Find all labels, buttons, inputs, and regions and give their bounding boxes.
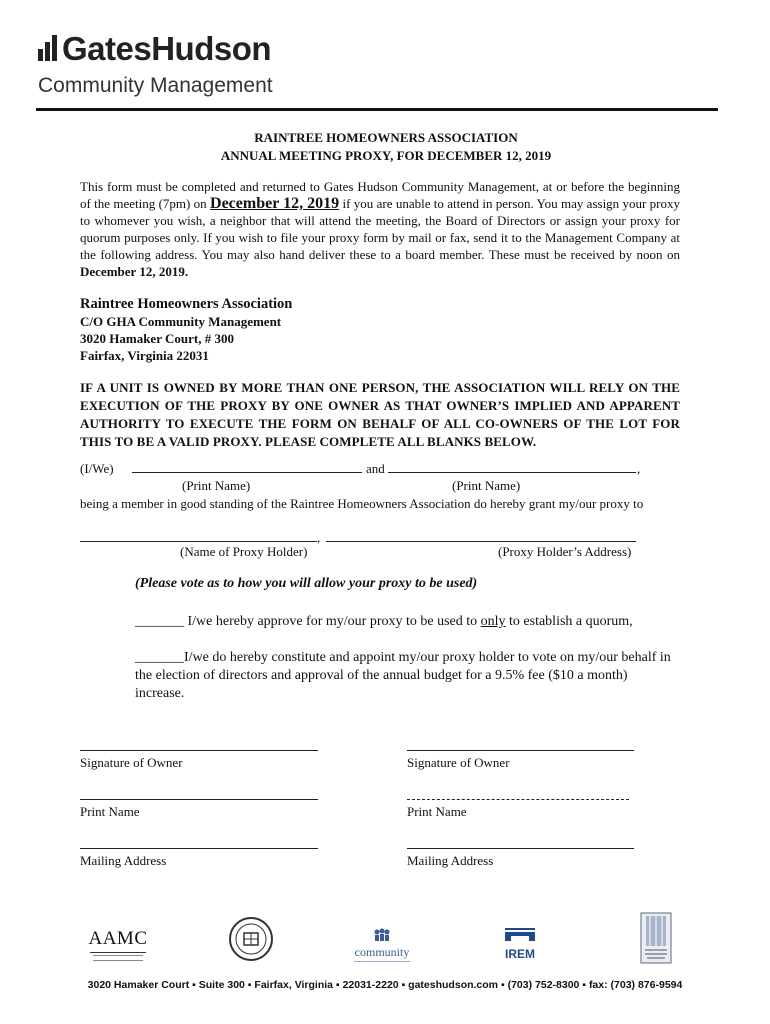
- meeting-date: December 12, 2019: [210, 195, 340, 212]
- accredited-management-organization-icon: [640, 912, 672, 969]
- print-name-label-right: Print Name: [407, 804, 467, 819]
- brand-name: GatesHudson: [62, 30, 272, 67]
- address-line-3: Fairfax, Virginia 22031: [80, 348, 209, 363]
- proxy-holder-name-label: (Name of Proxy Holder): [180, 544, 308, 559]
- community-figures-icon: [372, 928, 392, 942]
- community-logo-text: community: [354, 945, 410, 959]
- comma-label: ,: [637, 461, 641, 476]
- signature-label-left: Signature of Owner: [80, 755, 183, 770]
- vote-heading: (Please vote as to how you will allow your proxy to be used): [135, 576, 478, 591]
- aamc-logo: [88, 928, 148, 961]
- association-name: Raintree Homeowners Association: [80, 296, 293, 312]
- intro-text-2: if you are unable to attend in person. You may assign your proxy to whomever you wish, a neighbor that will attend the meeting, the Board of Directors or assign your proxy for quorum purposes only. If you wish to file your proxy form by mail or fax, send it to the Management Company at the following address. You may also hand deliver these to a board member. These must be received by noon on: [80, 196, 680, 262]
- proxy-holder-address-label: (Proxy Holder’s Address): [498, 544, 632, 559]
- comma-label-2: ,: [317, 530, 321, 545]
- irem-mark-icon: [503, 928, 537, 942]
- vote-option-budget-blank[interactable]: _______: [135, 650, 184, 665]
- owner-name-field-1[interactable]: [132, 472, 362, 473]
- brand-subtitle: Community Management: [38, 74, 273, 97]
- co-owner-notice: IF A UNIT IS OWNED BY MORE THAN ONE PERSON, THE ASSOCIATION WILL RELY ON THE EXECUTION OF THE PROXY BY ONE OWNER AS THAT OWNER’S IMPLIED AND APPARENT AUTHORITY TO EXECUTE THE FORM ON BEHALF OF ALL CO-OWNERS OF THE LOT FOR THIS TO BE A VALID PROXY. PLEASE COMPLETE ALL BLANKS BELOW.: [80, 380, 680, 449]
- vote-option-budget-text: I/we do hereby constitute and appoint my/our proxy holder to vote on my/our behalf in the election of directors and approval of the annual budget for a 9.5% fee ($10 a month) increase.: [135, 650, 671, 701]
- community-associations-logo: [350, 928, 414, 963]
- member-statement: being a member in good standing of the Raintree Homeowners Association do hereby grant my/our proxy to: [80, 496, 644, 511]
- print-name-field-right[interactable]: [407, 799, 629, 800]
- form-title-meeting: ANNUAL MEETING PROXY, FOR DECEMBER 12, 2019: [220, 148, 552, 163]
- mailing-address-label-left: Mailing Address: [80, 853, 167, 868]
- deadline-date: December 12, 2019.: [80, 264, 189, 279]
- proxy-holder-address-field[interactable]: [326, 541, 636, 542]
- gates-hudson-logo-mark-icon: [38, 35, 60, 68]
- proxy-holder-name-field[interactable]: [80, 541, 317, 542]
- header-divider: [36, 108, 718, 111]
- signature-field-left[interactable]: [80, 750, 318, 751]
- only-emphasis: only: [480, 614, 506, 629]
- print-name-label-2: (Print Name): [452, 478, 521, 493]
- vote-option-quorum: [135, 613, 680, 631]
- owner-name-field-2[interactable]: [388, 472, 636, 473]
- intro-text-1: This form must be completed and returned to Gates Hudson Community Management, at or before the beginning of the meeting (7pm) on: [80, 179, 680, 211]
- form-title-association: RAINTREE HOMEOWNERS ASSOCIATION: [254, 130, 518, 145]
- mailing-address-label-right: Mailing Address: [407, 853, 494, 868]
- aamc-logo-text: AAMC: [88, 928, 148, 949]
- mailing-address-field-right[interactable]: [407, 848, 634, 849]
- seal-logo-icon: [228, 916, 274, 967]
- address-line-2: 3020 Hamaker Court, # 300: [80, 331, 234, 346]
- mailing-address-field-left[interactable]: [80, 848, 318, 849]
- address-line-1: C/O GHA Community Management: [80, 314, 282, 329]
- signature-label-right: Signature of Owner: [407, 755, 510, 770]
- irem-logo-text: IREM: [505, 947, 535, 961]
- vote-option-quorum-text-end: to establish a quorum,: [505, 614, 633, 629]
- irem-logo: [500, 928, 540, 961]
- signature-field-right[interactable]: [407, 750, 634, 751]
- mailing-address-block: [80, 296, 292, 364]
- footer-contact-info: 3020 Hamaker Court ▪ Suite 300 ▪ Fairfax, Virginia ▪ 22031-2220 ▪ gateshudson.com ▪ (703) 752-8300 ▪ fax: (703) 876-9594: [87, 979, 683, 991]
- vote-option-quorum-text: I/we hereby approve for my/our proxy to be used to: [184, 614, 481, 629]
- iwe-label: (I/We): [80, 461, 114, 476]
- vote-option-quorum-blank[interactable]: _______: [135, 614, 184, 629]
- print-name-label-1: (Print Name): [182, 478, 251, 493]
- and-label: and: [366, 461, 385, 476]
- intro-paragraph: [80, 178, 680, 280]
- print-name-field-left[interactable]: [80, 799, 318, 800]
- print-name-label-left: Print Name: [80, 804, 140, 819]
- vote-option-budget: [135, 649, 680, 703]
